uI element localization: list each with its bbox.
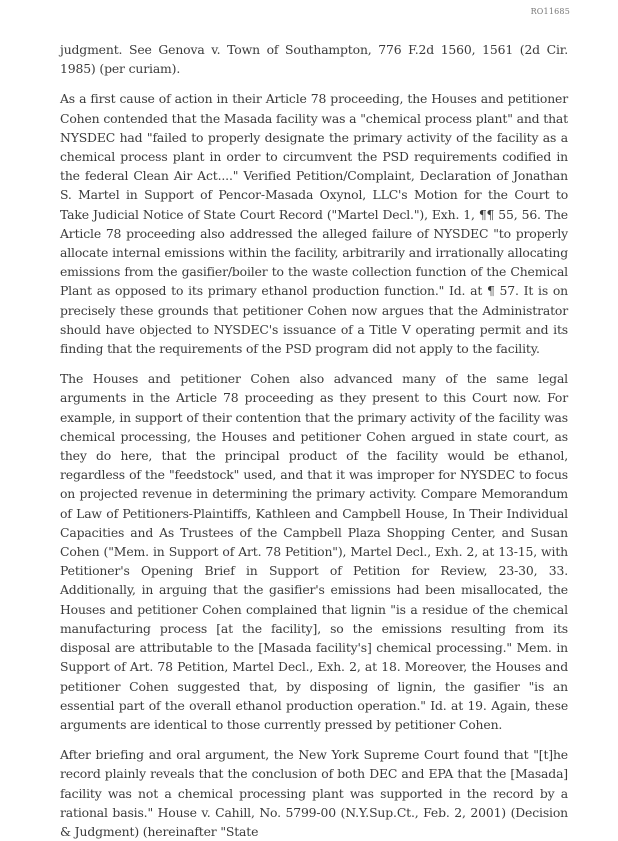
document-id: RO11685 xyxy=(530,7,570,16)
paragraph-3: The Houses and petitioner Cohen also advanced many of the same legal arguments in the Article 78 proceeding as they present to this Court now. For example, in support of their contention that the primary activity of the facility was chemical processing, the Houses and petitioner Cohen argued in state court, as they do here, that the principal product of the facility would be ethanol, regardless of the "feedstock" used, and that it was improper for NYSDEC to focus on projected revenue in determining the primary activity. Compare Memorandum of Law of Petitioners-Plaintiffs, Kathleen and Campbell House, In Their Individual Capacities and As Trustees of the Campbell Plaza Shopping Center, and Susan Cohen ("Mem. in Support of Art. 78 Petition"), Martel Decl., Exh. 2, at 13-15, with Petitioner's Opening Brief in Support of Petition for Review, 23-30, 33. Additionally, in arguing that the gasifier's emissions had been misallocated, the Houses and petitioner Cohen complained that lignin "is a residue of the chemical manufacturing process [at the facility], so the emissions resulting from its disposal are attributable to the [Masada facility's] chemical processing." Mem. in Support of Art. 78 Petition, Martel Decl., Exh. 2, at 18. Moreover, the Houses and petitioner Cohen suggested that, by disposing of lignin, the gasifier "is an essential part of the overall ethanol production operation." Id. at 19. Again, these arguments are identical to those currently pressed by petitioner Cohen. xyxy=(60,371,568,732)
paragraph-4: After briefing and oral argument, the New York Supreme Court found that "[t]he record plainly reveals that the conclusion of both DEC and EPA that the [Masada] facility was not a chemical processing plant was supported in the record by a rational basis." House v. Cahill, No. 5799-00 (N.Y.Sup.Ct., Feb. 2, 2001) (Decision & Judgment) (hereinafter "State xyxy=(60,747,568,839)
document-body xyxy=(60,40,568,841)
paragraph-2: As a first cause of action in their Article 78 proceeding, the Houses and petitioner Cohen contended that the Masada facility was a "chemical process plant" and that NYSDEC had "failed to properly designate the primary activity of the facility as a chemical process plant in order to circumvent the PSD requirements codified in the federal Clean Air Act...." Verified Petition/Complaint, Declaration of Jonathan S. Martel in Support of Pencor-Masada Oxynol, LLC's Motion for the Court to Take Judicial Notice of State Court Record ("Martel Decl."), Exh. 1, ¶¶ 55, 56. The Article 78 proceeding also addressed the alleged failure of NYSDEC "to properly allocate internal emissions within the facility, arbitrarily and irrationally allocating emissions from the gasifier/boiler to the waste collection function of the Chemical Plant as opposed to its primary ethanol production function." Id. at ¶ 57. It is on precisely these grounds that petitioner Cohen now argues that the Administrator should have objected to NYSDEC's issuance of a Title V operating permit and its finding that the requirements of the PSD program did not apply to the facility. xyxy=(60,91,568,357)
paragraph-1: judgment. See Genova v. Town of Southampton, 776 F.2d 1560, 1561 (2d Cir. 1985) (per curiam). xyxy=(60,42,568,77)
